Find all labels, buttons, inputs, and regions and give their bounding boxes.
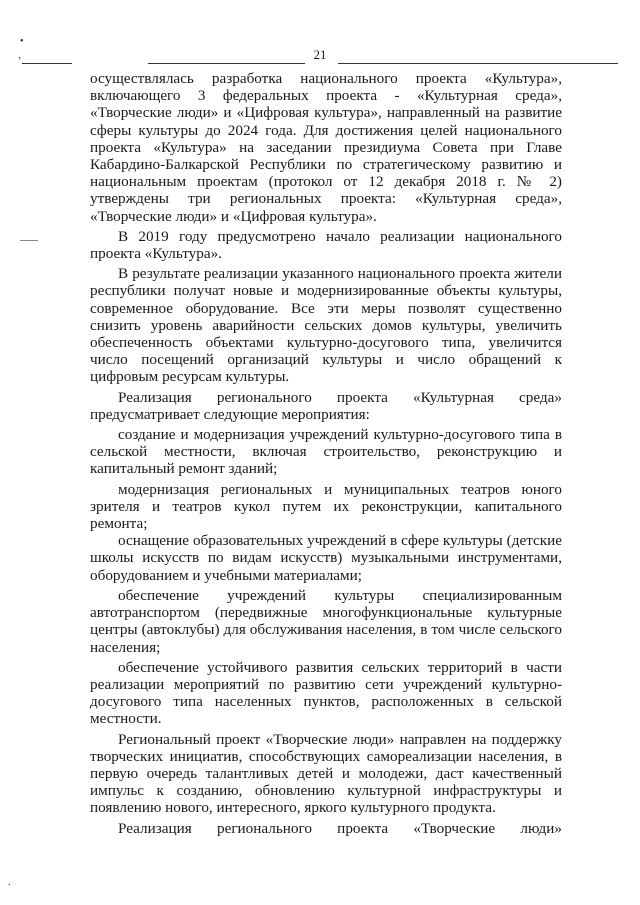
header-rule — [22, 63, 72, 64]
document-body — [90, 70, 562, 837]
paragraph: осуществлялась разработка национального проекта «Культура», включающего 3 федеральных проекта - «Культурная среда», «Творческие люди» и «Цифровая культура», направленный на развитие сферы культуры до 2024 года. Для достижения целей национального проекта «Культура» на заседании президиума Совета при Главе Кабардино-Балкарской Республики по стратегическому развитию и национальным проектам (протокол от 12 декабря 2018 г. № 2) утверждены три региональных проекта: «Культурная среда», «Творческие люди» и «Цифровая культура». — [90, 70, 562, 225]
list-item: оснащение образовательных учреждений в сфере культуры (детские школы искусств по видам искусств) музыкальными инструментами, оборудованием и учебными материалами; — [90, 532, 562, 584]
scan-speck: . — [8, 877, 11, 888]
list-item: обеспечение учреждений культуры специализированным автотранспортом (передвижные многофункциональные культурные центры (автоклубы) для обслуживания населения, в том числе сельского населения; — [90, 586, 562, 656]
margin-mark — [20, 240, 38, 241]
paragraph: Реализация регионального проекта «Творческие люди» — [118, 819, 562, 837]
scan-speck: ʼ — [18, 56, 22, 67]
paragraph: В 2019 году предусмотрено начало реализации национального проекта «Культура». — [90, 227, 562, 263]
page-number: 21 — [313, 47, 327, 62]
list-item: обеспечение устойчивого развития сельских территорий в части реализации мероприятий по развитию сети учреждений культурно-досугового типа населенных пунктов, расположенных в сельской местности. — [90, 658, 562, 728]
paragraph: Региональный проект «Творческие люди» направлен на поддержку творческих инициатив, способствующих самореализации населения, в первую очередь талантливых детей и молодежи, даст качественный импульс к созданию, обновлению культурной инфраструктуры и появлению нового, интересного, яркого культурного продукта. — [90, 730, 562, 817]
header-rule — [338, 63, 618, 64]
header-rule — [148, 63, 305, 64]
list-item: модернизация региональных и муниципальных театров юного зрителя и театров кукол путем их реконструкции, капитального ремонта; — [90, 480, 562, 533]
paragraph: Реализация регионального проекта «Культурная среда» предусматривает следующие мероприятия: — [90, 388, 562, 423]
scan-speck: • — [20, 36, 24, 47]
list-item: создание и модернизация учреждений культурно-досугового типа в сельской местности, включая строительство, реконструкцию и капитальный ремонт зданий; — [90, 426, 562, 478]
paragraph: В результате реализации указанного национального проекта жители республики получат новые и модернизированные объекты культуры, современное оборудование. Все эти меры позволят существенно снизить уровень аварийности сельских домов культуры, увеличить обеспеченность объектами культурно-досугового типа, увеличится число посещений организаций культуры и число обращений к цифровым ресурсам культуры. — [90, 265, 562, 386]
